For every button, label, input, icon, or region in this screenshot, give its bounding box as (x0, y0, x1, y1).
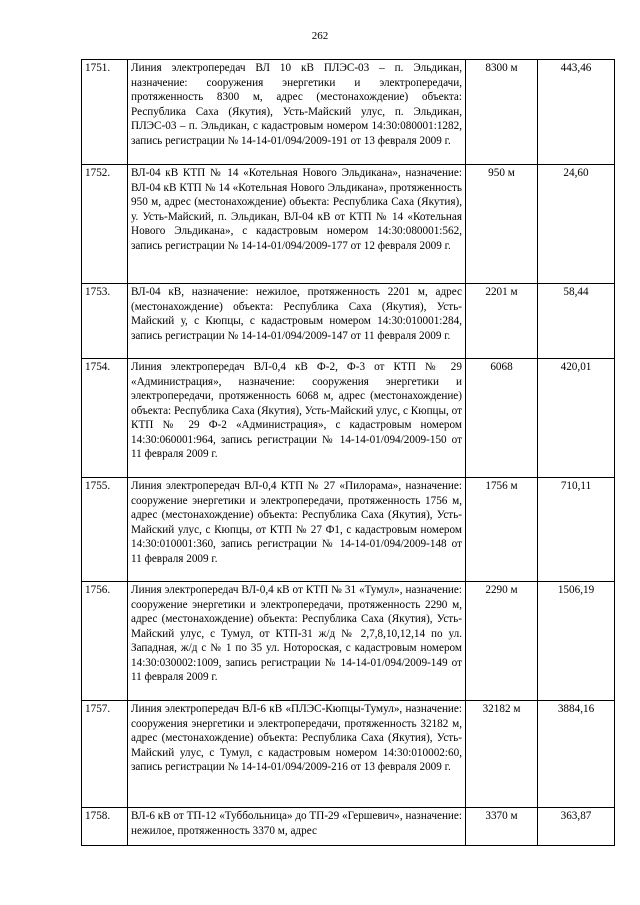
row-value: 710,11 (538, 478, 615, 582)
table-row (82, 582, 615, 701)
row-value: 420,01 (538, 359, 615, 478)
row-description: Линия электропередач ВЛ-0,4 КТП № 27 «Пилорама», назначение: сооружение энергетики и электропередачи, протяженность 1756 м, адрес (местонахождение) объекта: Республика Саха (Якутия), Усть-Майский улус, с Кюпцы, от КТП № 27 Ф1, с кадастровым номером 14:30:010001:360, запись регистрации № 14-14-01/094/2009-148 от 11 февраля 2009 г. (128, 478, 466, 582)
row-value: 3884,16 (538, 701, 615, 808)
row-value: 1506,19 (538, 582, 615, 701)
row-description: ВЛ-04 кВ КТП № 14 «Котельная Нового Эльдикана», назначение: ВЛ-04 кВ КТП № 14 «Котельная Нового Эльдикана», протяженность 950 м, адрес (местонахождение) объекта: Республика Саха (Якутия), у. Усть-Майский, п. Эльдикан, ВЛ-04 кВ от КТП № 14 «Котельная Нового Эльдикана», с кадастровым номером 14:30:080001:562, запись регистрации № 14-14-01/094/2009-177 от 12 февраля 2009 г. (128, 165, 466, 284)
row-number: 1756. (82, 582, 128, 701)
table-row (82, 701, 615, 808)
row-length: 1756 м (466, 478, 538, 582)
row-description: ВЛ-04 кВ, назначение: нежилое, протяженность 2201 м, адрес (местонахождение) объекта: Республика Саха (Якутия), Усть-Майский у, с Кюпцы, с кадастровым номером 14:30:010001:284, запись регистрации № 14-14-01/094/2009-147 от 11 февраля 2009 г. (128, 284, 466, 359)
row-description: Линия электропередач ВЛ-6 кВ «ПЛЭС-Кюпцы-Тумул», назначение: сооружения энергетики и электропередачи, протяженность 32182 м, адрес (местонахождение) объекта: Республика Саха (Якутия), Усть-Майский улус, с Тумул, с кадастровым номером 14:30:010002:60, запись регистрации № 14-14-01/094/2009-216 от 13 февраля 2009 г. (128, 701, 466, 808)
row-number: 1755. (82, 478, 128, 582)
row-length: 950 м (466, 165, 538, 284)
row-number: 1757. (82, 701, 128, 808)
page-number: 262 (311, 30, 329, 42)
table-row (82, 284, 615, 359)
row-length: 2201 м (466, 284, 538, 359)
row-length: 3370 м (466, 808, 538, 846)
row-number: 1752. (82, 165, 128, 284)
row-length: 8300 м (466, 60, 538, 165)
row-value: 24,60 (538, 165, 615, 284)
row-number: 1754. (82, 359, 128, 478)
row-number: 1751. (82, 60, 128, 165)
row-number: 1753. (82, 284, 128, 359)
property-registry-table (81, 59, 615, 846)
table-row (82, 359, 615, 478)
row-description: Линия электропередач ВЛ 10 кВ ПЛЭС-03 – п. Эльдикан, назначение: сооружения энергетики и электропередачи, протяженность 8300 м, адрес (местонахождение) объекта: Республика Саха (Якутия), Усть-Майский улус, п. Эльдикан, ПЛЭС-03 – п. Эльдикан, с кадастровым номером 14:30:080001:1282, запись регистрации № 14-14-01/094/2009-191 от 13 февраля 2009 г. (128, 60, 466, 165)
row-value: 58,44 (538, 284, 615, 359)
row-value: 363,87 (538, 808, 615, 846)
table-row (82, 808, 615, 846)
table-row (82, 60, 615, 165)
row-length: 2290 м (466, 582, 538, 701)
table-row (82, 165, 615, 284)
row-value: 443,46 (538, 60, 615, 165)
row-length: 6068 (466, 359, 538, 478)
row-description: Линия электропередач ВЛ-0,4 кВ от КТП № 31 «Тумул», назначение: сооружение энергетики и электропередачи, протяженность 2290 м, адрес (местонахождение) объекта: Республика Саха (Якутия), Усть-Майский улус, с Тумул, от КТП-31 ж/д № 2,7,8,10,12,14 по ул. Западная, ж/д с № 1 по 35 ул. Нотороская, с кадастровым номером 14:30:030002:1009, запись регистрации № 14-14-01/094/2009-149 от 11 февраля 2009 г. (128, 582, 466, 701)
row-description: ВЛ-6 кВ от ТП-12 «Туббольница» до ТП-29 «Гершевич», назначение: нежилое, протяженность 3370 м, адрес (128, 808, 466, 846)
row-number: 1758. (82, 808, 128, 846)
table-row (82, 478, 615, 582)
row-description: Линия электропередач ВЛ-0,4 кВ Ф-2, Ф-3 от КТП № 29 «Администрация», назначение: сооружения энергетики и электропередачи, протяженность 6068 м, адрес (местонахождение) объекта: Республика Саха (Якутия), Усть-Майский улус, с Кюпцы, от КТП № 29 Ф-2 «Администрация», с кадастровым номером 14:30:060001:964, запись регистрации № 14-14-01/094/2009-150 от 11 февраля 2009 г. (128, 359, 466, 478)
row-length: 32182 м (466, 701, 538, 808)
